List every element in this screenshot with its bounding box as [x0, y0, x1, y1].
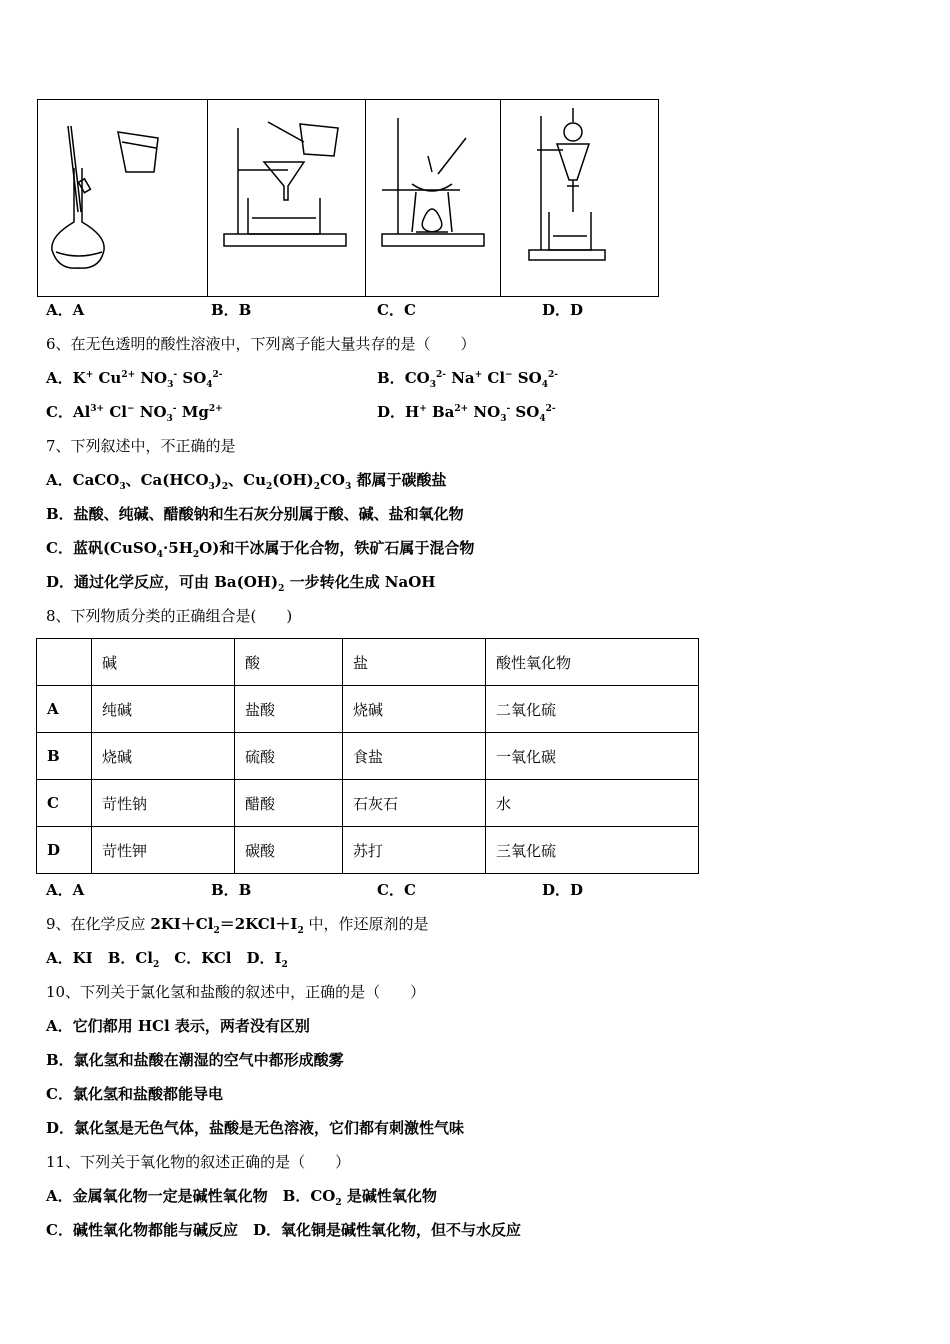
q6-option-c: C．$Al^{3+}$ Cl− $NO_3^-$ $Mg^{2+}$: [46, 403, 223, 424]
q10-option-c: C．氯化氢和盐酸都能导电: [46, 1085, 223, 1103]
q6-option-b-label: B．: [377, 369, 405, 387]
q8-option-c: C．C: [377, 881, 416, 899]
evaporating-dish-icon: [366, 100, 500, 296]
table-cell: 苛性钾: [92, 827, 235, 874]
q11-options-ab: A．金属氧化物一定是碱性氧化物 B．$CO_2$ 是碱性氧化物: [46, 1187, 437, 1208]
q7-option-d-label: D．: [46, 573, 75, 591]
table-cell: 石灰石: [343, 780, 486, 827]
table-row: [37, 780, 699, 827]
q8-option-a: A．A: [46, 881, 85, 899]
table-cell: 碳酸: [235, 827, 343, 874]
table-header-cell: [37, 639, 92, 686]
table-cell: 苏打: [343, 827, 486, 874]
table-cell: 一氧化碳: [486, 733, 699, 780]
q7-option-b: B．盐酸、纯碱、醋酸钠和生石灰分别属于酸、碱、盐和氧化物: [46, 505, 464, 523]
q6-option-b: B．$CO_3^{2-}$ Na+ Cl− $SO_4^{2-}$: [377, 369, 558, 390]
q10-option-d: D．氯化氢是无色气体，盐酸是无色溶液，它们都有刺激性气味: [46, 1119, 465, 1137]
figure-option-d: D．D: [542, 301, 584, 319]
q9-options: A．KI B．$Cl_2$ C．KCl D．$I_2$: [46, 949, 288, 970]
table-cell: 硫酸: [235, 733, 343, 780]
table-cell: 烧碱: [92, 733, 235, 780]
table-header-cell: 酸性氧化物: [486, 639, 699, 686]
table-cell: D: [37, 827, 92, 874]
filtration-funnel-icon: [208, 100, 365, 296]
q11-option-a: A．金属氧化物一定是碱性氧化物: [46, 1187, 268, 1205]
q7-option-d: D．通过化学反应，可由 $Ba(OH)_2$ 一步转化生成 NaOH: [46, 573, 436, 594]
table-row: [37, 733, 699, 780]
figure-option-b: B．B: [211, 301, 252, 319]
q11-option-d: D．氧化铜是碱性氧化物，但不与水反应: [252, 1221, 521, 1239]
apparatus-a-volumetric-flask: [38, 100, 208, 297]
q11-options-cd: [46, 1220, 521, 1240]
q10-option-a: A．它们都用 HCl 表示，两者没有区别: [46, 1017, 310, 1035]
q6-option-d: D．H+ $Ba^{2+}$ $NO_3^-$ $SO_4^{2-}$: [377, 403, 556, 424]
table-row: [37, 686, 699, 733]
q6-option-c-label: C．: [46, 403, 73, 421]
table-cell: B: [37, 733, 92, 780]
q6-option-a: A．K+ $Cu^{2+}$ $NO_3^-$ $SO_4^{2-}$: [46, 369, 223, 390]
q11-stem: 11、下列关于氧化物的叙述正确的是（ ）: [46, 1153, 351, 1171]
apparatus-figure-table: [37, 99, 659, 297]
table-header-cell: 酸: [235, 639, 343, 686]
q6-stem: 6、在无色透明的酸性溶液中，下列离子能大量共存的是（ ）: [46, 335, 476, 353]
q7-stem: 7、下列叙述中，不正确的是: [46, 437, 236, 455]
table-cell: C: [37, 780, 92, 827]
q10-stem: 10、下列关于氯化氢和盐酸的叙述中，正确的是（ ）: [46, 983, 426, 1001]
q8-classification-table: [36, 638, 699, 874]
apparatus-d-separatory-funnel: [501, 100, 659, 297]
table-cell: 水: [486, 780, 699, 827]
table-cell: 烧碱: [343, 686, 486, 733]
figure-option-a: A．A: [46, 301, 85, 319]
q9-stem-prefix: 9、在化学反应: [46, 915, 151, 933]
q8-option-d: D．D: [542, 881, 584, 899]
apparatus-b-filtration: [208, 100, 366, 297]
q11-option-c: C．碱性氧化物都能与碱反应: [46, 1221, 238, 1239]
q8-stem: 8、下列物质分类的正确组合是( ): [46, 607, 293, 625]
separatory-funnel-icon: [501, 100, 658, 296]
table-cell: 食盐: [343, 733, 486, 780]
q10-option-b: B．氯化氢和盐酸在潮湿的空气中都形成酸雾: [46, 1051, 344, 1069]
q7-option-a-label: A．: [46, 471, 73, 489]
apparatus-c-evaporation: [366, 100, 501, 297]
q8-option-b: B．B: [211, 881, 252, 899]
q7-option-a: A．CaCO$_3$、$Ca(HCO_3)_2$、$Cu_2(OH)_2CO_3$ 都属于碳酸盐: [46, 471, 447, 492]
volumetric-flask-icon: [38, 100, 207, 296]
q6-option-a-label: A．: [46, 369, 73, 387]
table-cell: 纯碱: [92, 686, 235, 733]
q7-option-c: C．蓝矾$(CuSO_4\cdot 5H_2O)$和干冰属于化合物，铁矿石属于混合物: [46, 539, 475, 560]
q9-stem: 9、在化学反应 $2KI+Cl_2=2KCl+I_2$ 中，作还原剂的是: [46, 915, 429, 936]
table-cell: 盐酸: [235, 686, 343, 733]
table-cell: 醋酸: [235, 780, 343, 827]
table-cell: 三氧化硫: [486, 827, 699, 874]
table-header-row: [37, 639, 699, 686]
figure-option-c: C．C: [377, 301, 416, 319]
table-cell: 苛性钠: [92, 780, 235, 827]
table-row: [37, 827, 699, 874]
q6-option-d-label: D．: [377, 403, 406, 421]
table-cell: 二氧化硫: [486, 686, 699, 733]
table-header-cell: 碱: [92, 639, 235, 686]
table-header-cell: 盐: [343, 639, 486, 686]
table-cell: A: [37, 686, 92, 733]
